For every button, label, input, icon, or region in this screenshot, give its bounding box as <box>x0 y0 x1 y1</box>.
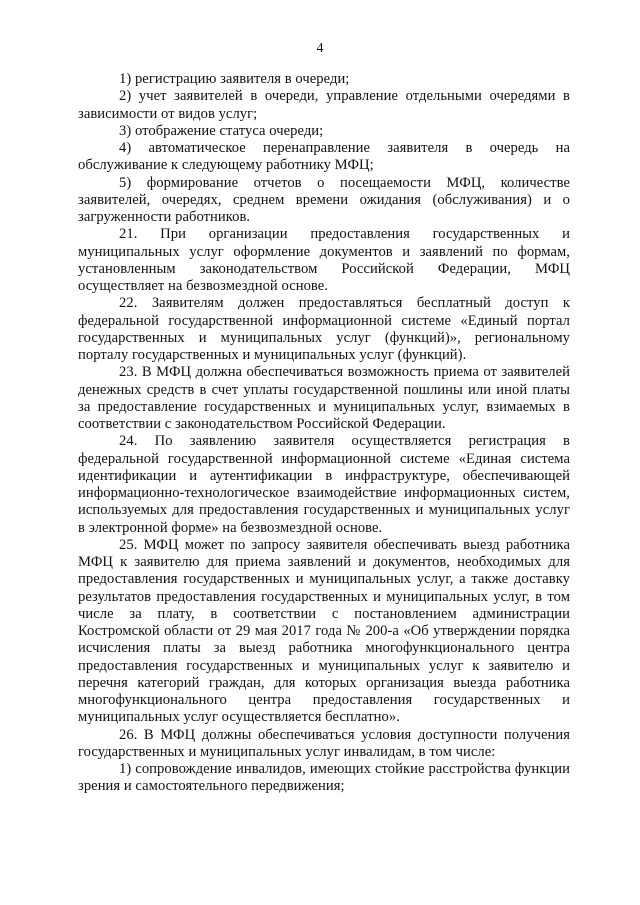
list-item-queue-redirect: 4) автоматическое перенаправление заявителя в очередь на обслуживание к следующему работнику МФЦ; <box>78 140 570 174</box>
list-item-queue-status: 3) отображение статуса очереди; <box>119 122 324 139</box>
clause-21: 21. При организации предоставления государственных и муниципальных услуг оформление документов и заявлений по формам, установленным законодательством Российской Федерации, МФЦ осуществляет на безвозмездной основе. <box>78 226 570 294</box>
clause-22: 22. Заявителям должен предоставляться бесплатный доступ к федеральной государственной информационной системе «Единый портал государственных и муниципальных услуг (функций)», региональному порталу государственных и муниципальных услуг (функций). <box>78 295 570 363</box>
page-number: 4 <box>316 41 324 56</box>
list-item-queue-management: 2) учет заявителей в очереди, управление отдельными очередями в зависимости от видов услуг; <box>78 88 570 122</box>
list-item-reports: 5) формирование отчетов о посещаемости МФЦ, количестве заявителей, очередях, среднем времени ожидания (обслуживания) и о загруженности работников. <box>78 174 570 225</box>
list-item-queue-registration: 1) регистрацию заявителя в очереди; <box>119 71 350 87</box>
document-body <box>78 71 570 796</box>
clause-23: 23. В МФЦ должна обеспечиваться возможность приема от заявителей денежных средств в счет уплаты государственной пошлины или иной платы за предоставление государственных и муниципальных услуг, взимаемых в соответствии с законодательством Российской Федерации. <box>78 364 570 432</box>
clause-26: 26. В МФЦ должны обеспечиваться условия доступности получения государственных и муниципальных услуг инвалидам, в том числе: <box>78 726 570 760</box>
clause-24: 24. По заявлению заявителя осуществляется регистрация в федеральной государственной информационной системе «Единая система идентификации и аутентификации в инфраструктуре, обеспечивающей информационно-технологическое взаимодействие информационных систем, используемых для предоставления государственных и муниципальных услуг в электронной форме» на безвозмездной основе. <box>78 433 570 536</box>
clause-25: 25. МФЦ может по запросу заявителя обеспечивать выезд работника МФЦ к заявителю для приема заявлений и документов, необходимых для предоставления государственных и муниципальных услуг, а также доставку результатов предоставления государственных и муниципальных услуг, в том числе за плату, в соответствии с постановлением администрации Костромской области от 29 мая 2017 года № 200-а «Об утверждении порядка исчисления платы за выезд работника многофункционального центра предоставления государственных и муниципальных услуг к заявителю и перечня категорий граждан, для которых организация выезда работника многофункционального центра предоставления государственных и муниципальных услуг осуществляется бесплатно». <box>78 536 570 726</box>
clause-26-item-1: 1) сопровождение инвалидов, имеющих стойкие расстройства функции зрения и самостоятельного передвижения; <box>78 761 570 795</box>
